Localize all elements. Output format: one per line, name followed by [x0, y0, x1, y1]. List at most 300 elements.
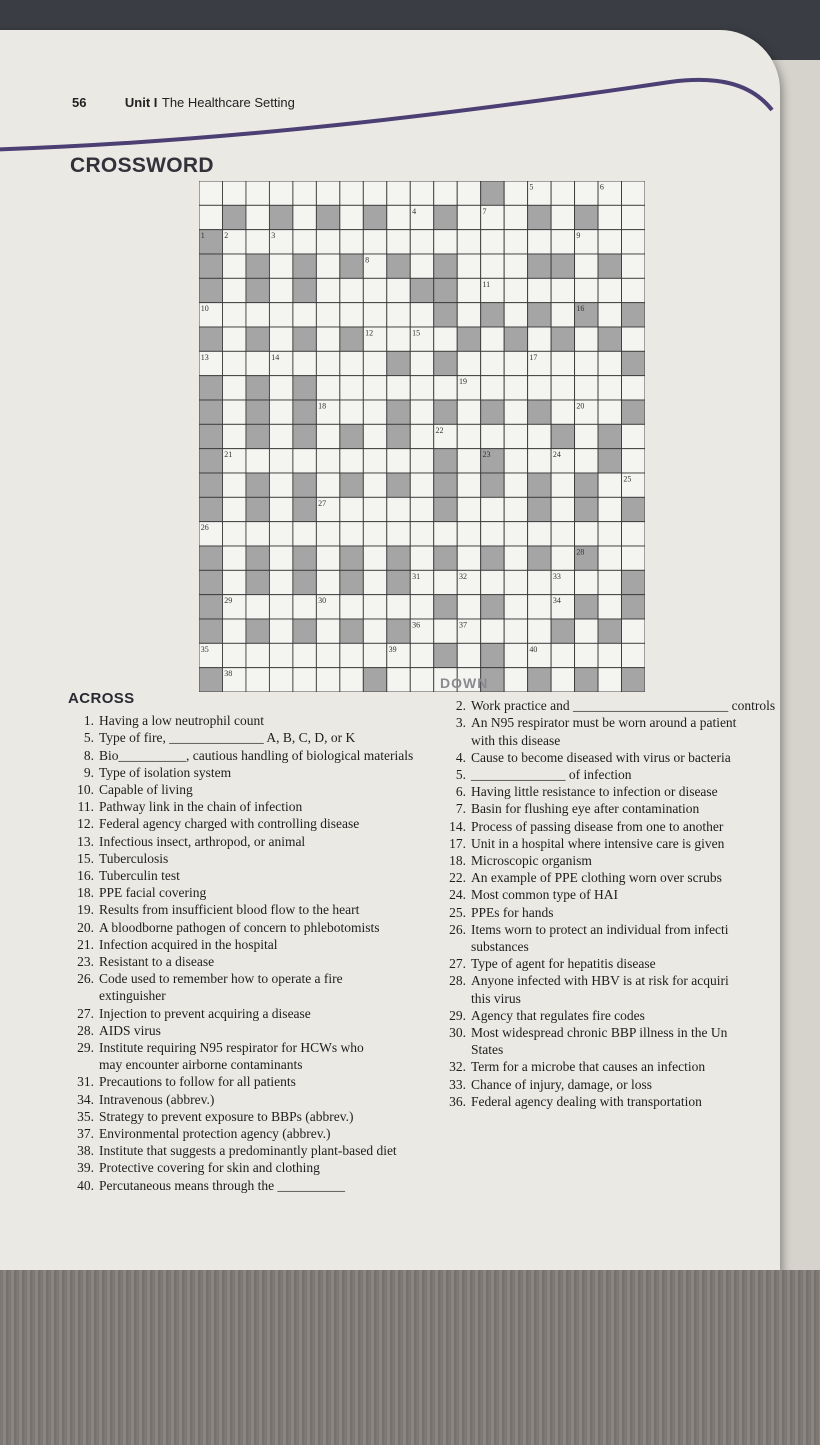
- grid-cell[interactable]: [622, 205, 645, 229]
- grid-cell[interactable]: [316, 303, 339, 327]
- grid-cell[interactable]: [363, 546, 386, 570]
- grid-cell[interactable]: [575, 254, 598, 278]
- grid-cell[interactable]: [222, 327, 245, 351]
- grid-cell[interactable]: [387, 327, 410, 351]
- grid-cell[interactable]: [622, 619, 645, 643]
- grid-cell[interactable]: [269, 181, 292, 205]
- grid-cell[interactable]: [246, 181, 269, 205]
- clue-text: Infectious insect, arthropod, or animal: [99, 833, 306, 849]
- clue-text: PPEs for hands: [471, 904, 554, 920]
- grid-cell[interactable]: [504, 570, 527, 594]
- grid-cell[interactable]: [363, 351, 386, 375]
- clue-text: Federal agency dealing with transportation: [471, 1093, 702, 1109]
- grid-cell[interactable]: [598, 303, 621, 327]
- grid-cell[interactable]: [246, 595, 269, 619]
- grid-cell[interactable]: [481, 230, 504, 254]
- grid-cell[interactable]: [575, 570, 598, 594]
- across-clue: [68, 867, 448, 884]
- grid-cell[interactable]: [457, 546, 480, 570]
- grid-cell[interactable]: [575, 522, 598, 546]
- grid-cell[interactable]: [316, 278, 339, 302]
- grid-clue-number: 39: [388, 644, 397, 654]
- grid-cell[interactable]: [457, 473, 480, 497]
- grid-cell[interactable]: [222, 619, 245, 643]
- grid-cell-blocked: [199, 376, 222, 400]
- grid-cell[interactable]: [293, 303, 316, 327]
- grid-cell[interactable]: [293, 595, 316, 619]
- grid-cell[interactable]: [622, 522, 645, 546]
- grid-cell[interactable]: [457, 303, 480, 327]
- clue-text: Intravenous (abbrev.): [99, 1091, 215, 1107]
- grid-cell[interactable]: [481, 327, 504, 351]
- grid-cell-blocked: [622, 351, 645, 375]
- grid-cell[interactable]: [457, 278, 480, 302]
- grid-cell-blocked: [199, 570, 222, 594]
- grid-cell[interactable]: [363, 497, 386, 521]
- grid-cell[interactable]: [504, 303, 527, 327]
- grid-cell[interactable]: [575, 619, 598, 643]
- grid-cell[interactable]: [293, 181, 316, 205]
- grid-cell[interactable]: [316, 570, 339, 594]
- across-clue: [68, 729, 448, 746]
- clue-text: Most common type of HAI: [471, 887, 618, 903]
- grid-cell[interactable]: [410, 546, 433, 570]
- grid-cell[interactable]: [481, 570, 504, 594]
- grid-cell[interactable]: [269, 449, 292, 473]
- grid-cell[interactable]: [246, 522, 269, 546]
- grid-cell-blocked: [199, 546, 222, 570]
- grid-cell[interactable]: [410, 400, 433, 424]
- background-table: [0, 1270, 820, 1445]
- clue-text: Federal agency charged with controlling disease: [99, 816, 360, 832]
- grid-cell[interactable]: [387, 595, 410, 619]
- grid-cell[interactable]: [269, 473, 292, 497]
- grid-cell[interactable]: [222, 351, 245, 375]
- grid-cell[interactable]: [598, 376, 621, 400]
- grid-cell[interactable]: [551, 546, 574, 570]
- grid-cell[interactable]: [222, 424, 245, 448]
- clue-number: 31.: [77, 1074, 94, 1090]
- grid-cell-blocked: [434, 303, 457, 327]
- grid-cell[interactable]: [551, 278, 574, 302]
- grid-cell[interactable]: [575, 424, 598, 448]
- clue-number: 27.: [449, 956, 466, 972]
- grid-cell[interactable]: [481, 497, 504, 521]
- grid-cell[interactable]: [269, 522, 292, 546]
- grid-cell[interactable]: [598, 570, 621, 594]
- grid-cell[interactable]: [387, 668, 410, 692]
- grid-clue-number: 31: [412, 571, 421, 581]
- grid-cell[interactable]: [410, 254, 433, 278]
- grid-cell[interactable]: [551, 230, 574, 254]
- grid-cell[interactable]: [363, 619, 386, 643]
- grid-cell[interactable]: [269, 376, 292, 400]
- grid-cell[interactable]: [269, 497, 292, 521]
- grid-cell[interactable]: [528, 449, 551, 473]
- grid-cell[interactable]: [504, 278, 527, 302]
- grid-cell[interactable]: [551, 473, 574, 497]
- grid-cell[interactable]: [316, 643, 339, 667]
- grid-cell[interactable]: [293, 668, 316, 692]
- grid-cell[interactable]: [410, 449, 433, 473]
- grid-cell[interactable]: [269, 570, 292, 594]
- grid-cell[interactable]: [269, 619, 292, 643]
- grid-cell[interactable]: [504, 449, 527, 473]
- grid-cell[interactable]: [504, 643, 527, 667]
- grid-cell[interactable]: [410, 351, 433, 375]
- grid-cell[interactable]: [293, 230, 316, 254]
- clue-number: 28.: [449, 973, 466, 989]
- grid-cell[interactable]: [199, 205, 222, 229]
- grid-cell[interactable]: [340, 497, 363, 521]
- grid-cell-blocked: [551, 619, 574, 643]
- grid-cell[interactable]: [598, 546, 621, 570]
- grid-cell[interactable]: [293, 522, 316, 546]
- grid-cell[interactable]: [528, 230, 551, 254]
- grid-cell[interactable]: [246, 449, 269, 473]
- grid-cell[interactable]: [222, 376, 245, 400]
- grid-cell[interactable]: [551, 522, 574, 546]
- grid-cell[interactable]: [316, 449, 339, 473]
- grid-cell[interactable]: [410, 424, 433, 448]
- grid-cell[interactable]: [363, 424, 386, 448]
- grid-cell[interactable]: [387, 376, 410, 400]
- grid-cell[interactable]: [387, 205, 410, 229]
- grid-cell[interactable]: [598, 473, 621, 497]
- grid-cell[interactable]: [481, 376, 504, 400]
- grid-cell[interactable]: [551, 643, 574, 667]
- grid-cell-blocked: [598, 449, 621, 473]
- grid-cell-blocked: [316, 205, 339, 229]
- grid-cell[interactable]: [387, 181, 410, 205]
- grid-cell[interactable]: [551, 400, 574, 424]
- across-clue: [68, 712, 448, 729]
- grid-cell[interactable]: [551, 497, 574, 521]
- grid-cell-blocked: [575, 205, 598, 229]
- grid-cell[interactable]: [504, 254, 527, 278]
- grid-cell[interactable]: [387, 278, 410, 302]
- grid-cell[interactable]: [246, 643, 269, 667]
- grid-cell[interactable]: [387, 522, 410, 546]
- grid-cell[interactable]: [622, 327, 645, 351]
- grid-cell[interactable]: [528, 522, 551, 546]
- grid-cell[interactable]: [504, 522, 527, 546]
- grid-cell[interactable]: [504, 546, 527, 570]
- grid-cell-blocked: [340, 473, 363, 497]
- grid-cell[interactable]: [504, 181, 527, 205]
- grid-cell[interactable]: [598, 278, 621, 302]
- grid-cell[interactable]: [622, 546, 645, 570]
- grid-cell[interactable]: [246, 303, 269, 327]
- grid-cell[interactable]: [457, 595, 480, 619]
- grid-cell[interactable]: [246, 230, 269, 254]
- grid-cell[interactable]: [598, 522, 621, 546]
- grid-cell[interactable]: [316, 522, 339, 546]
- grid-cell[interactable]: [598, 400, 621, 424]
- grid-cell[interactable]: [434, 181, 457, 205]
- grid-cell[interactable]: [340, 376, 363, 400]
- grid-cell[interactable]: [457, 230, 480, 254]
- grid-cell[interactable]: [222, 303, 245, 327]
- grid-cell[interactable]: [340, 449, 363, 473]
- grid-cell[interactable]: [528, 570, 551, 594]
- grid-cell[interactable]: [575, 327, 598, 351]
- grid-cell[interactable]: [457, 181, 480, 205]
- grid-cell-blocked: [622, 400, 645, 424]
- clue-text: Protective covering for skin and clothing: [99, 1160, 320, 1176]
- grid-cell[interactable]: [316, 619, 339, 643]
- clue-text: An example of PPE clothing worn over scrubs: [471, 870, 722, 886]
- grid-cell[interactable]: [222, 181, 245, 205]
- grid-cell[interactable]: [598, 643, 621, 667]
- down-clue: [440, 835, 780, 852]
- grid-cell[interactable]: [481, 424, 504, 448]
- grid-cell[interactable]: [222, 522, 245, 546]
- grid-cell[interactable]: [387, 303, 410, 327]
- grid-cell[interactable]: [598, 595, 621, 619]
- grid-cell[interactable]: [528, 327, 551, 351]
- grid-cell[interactable]: [363, 400, 386, 424]
- clue-number: 29.: [449, 1007, 466, 1023]
- grid-cell[interactable]: [434, 619, 457, 643]
- grid-cell[interactable]: [434, 522, 457, 546]
- grid-cell[interactable]: [363, 473, 386, 497]
- clue-text: Precautions to follow for all patients: [99, 1074, 296, 1090]
- grid-cell[interactable]: [410, 376, 433, 400]
- grid-cell[interactable]: [269, 595, 292, 619]
- grid-cell[interactable]: [363, 595, 386, 619]
- grid-cell[interactable]: [269, 546, 292, 570]
- grid-cell[interactable]: [293, 449, 316, 473]
- grid-cell[interactable]: [269, 327, 292, 351]
- grid-cell[interactable]: [575, 278, 598, 302]
- grid-cell[interactable]: [363, 181, 386, 205]
- grid-cell[interactable]: [363, 278, 386, 302]
- clue-number: 2.: [455, 698, 466, 714]
- grid-cell-blocked: [598, 424, 621, 448]
- grid-cell[interactable]: [316, 424, 339, 448]
- grid-cell[interactable]: [246, 351, 269, 375]
- grid-cell[interactable]: [316, 376, 339, 400]
- grid-cell[interactable]: [269, 278, 292, 302]
- grid-cell[interactable]: [410, 643, 433, 667]
- grid-cell[interactable]: [434, 327, 457, 351]
- grid-cell-blocked: [551, 327, 574, 351]
- grid-cell[interactable]: [575, 376, 598, 400]
- grid-cell-blocked: [528, 473, 551, 497]
- grid-cell[interactable]: [457, 351, 480, 375]
- grid-cell[interactable]: [575, 643, 598, 667]
- grid-cell[interactable]: [434, 230, 457, 254]
- grid-cell[interactable]: [410, 595, 433, 619]
- grid-cell[interactable]: [199, 181, 222, 205]
- grid-cell[interactable]: [410, 522, 433, 546]
- across-clue: [68, 970, 448, 1004]
- grid-cell[interactable]: [363, 643, 386, 667]
- grid-clue-number: 23: [482, 450, 491, 460]
- grid-cell[interactable]: [622, 230, 645, 254]
- grid-cell[interactable]: [598, 230, 621, 254]
- grid-cell[interactable]: [504, 205, 527, 229]
- grid-cell[interactable]: [457, 449, 480, 473]
- grid-cell[interactable]: [340, 522, 363, 546]
- grid-cell[interactable]: [340, 595, 363, 619]
- grid-cell[interactable]: [340, 230, 363, 254]
- grid-cell[interactable]: [622, 449, 645, 473]
- grid-cell[interactable]: [269, 424, 292, 448]
- grid-cell[interactable]: [457, 205, 480, 229]
- grid-cell[interactable]: [622, 254, 645, 278]
- grid-cell[interactable]: [504, 376, 527, 400]
- grid-cell[interactable]: [387, 230, 410, 254]
- grid-cell[interactable]: [504, 424, 527, 448]
- clue-number: 10.: [77, 782, 94, 798]
- grid-cell-blocked: [622, 570, 645, 594]
- grid-cell[interactable]: [293, 205, 316, 229]
- grid-cell[interactable]: [222, 473, 245, 497]
- clue-number: 5.: [455, 767, 466, 783]
- grid-clue-number: 34: [552, 596, 561, 606]
- grid-cell[interactable]: [340, 303, 363, 327]
- grid-cell[interactable]: [410, 497, 433, 521]
- grid-cell[interactable]: [340, 278, 363, 302]
- grid-cell[interactable]: [457, 254, 480, 278]
- grid-cell[interactable]: [622, 376, 645, 400]
- grid-cell[interactable]: [269, 643, 292, 667]
- grid-cell[interactable]: [528, 278, 551, 302]
- grid-cell[interactable]: [269, 254, 292, 278]
- grid-cell[interactable]: [293, 643, 316, 667]
- grid-cell[interactable]: [575, 449, 598, 473]
- grid-cell[interactable]: [340, 668, 363, 692]
- grid-cell[interactable]: [457, 400, 480, 424]
- grid-cell-blocked: [598, 327, 621, 351]
- clue-number: 38.: [77, 1143, 94, 1159]
- grid-cell[interactable]: [504, 497, 527, 521]
- down-clue: [440, 1007, 780, 1024]
- clue-text: Infection acquired in the hospital: [99, 936, 278, 952]
- grid-cell[interactable]: [222, 400, 245, 424]
- grid-cell[interactable]: [410, 668, 433, 692]
- grid-cell[interactable]: [363, 376, 386, 400]
- grid-cell[interactable]: [387, 449, 410, 473]
- grid-cell[interactable]: [269, 668, 292, 692]
- grid-cell[interactable]: [622, 181, 645, 205]
- grid-cell-blocked: [575, 497, 598, 521]
- clue-number: 6.: [455, 784, 466, 800]
- grid-cell[interactable]: [222, 570, 245, 594]
- grid-cell[interactable]: [434, 570, 457, 594]
- grid-cell[interactable]: [316, 230, 339, 254]
- grid-cell[interactable]: [340, 400, 363, 424]
- grid-cell[interactable]: [410, 230, 433, 254]
- grid-cell[interactable]: [504, 619, 527, 643]
- grid-cell[interactable]: [363, 230, 386, 254]
- grid-cell[interactable]: [457, 643, 480, 667]
- grid-cell[interactable]: [575, 181, 598, 205]
- grid-cell[interactable]: [598, 351, 621, 375]
- grid-cell[interactable]: [340, 205, 363, 229]
- grid-cell[interactable]: [222, 546, 245, 570]
- grid-cell-blocked: [481, 400, 504, 424]
- grid-cell[interactable]: [316, 546, 339, 570]
- grid-cell[interactable]: [504, 400, 527, 424]
- grid-cell[interactable]: [622, 424, 645, 448]
- grid-cell[interactable]: [551, 205, 574, 229]
- grid-cell[interactable]: [410, 181, 433, 205]
- grid-cell[interactable]: [457, 424, 480, 448]
- grid-cell[interactable]: [528, 424, 551, 448]
- grid-cell[interactable]: [481, 254, 504, 278]
- grid-cell[interactable]: [316, 351, 339, 375]
- grid-cell[interactable]: [481, 522, 504, 546]
- grid-cell[interactable]: [481, 619, 504, 643]
- grid-cell-blocked: [481, 181, 504, 205]
- grid-cell[interactable]: [598, 205, 621, 229]
- grid-cell[interactable]: [316, 254, 339, 278]
- grid-cell[interactable]: [340, 181, 363, 205]
- grid-cell[interactable]: [481, 351, 504, 375]
- grid-cell[interactable]: [504, 595, 527, 619]
- grid-cell[interactable]: [551, 351, 574, 375]
- grid-cell[interactable]: [363, 522, 386, 546]
- grid-cell[interactable]: [622, 278, 645, 302]
- grid-cell[interactable]: [316, 473, 339, 497]
- grid-cell[interactable]: [363, 303, 386, 327]
- grid-cell[interactable]: [504, 351, 527, 375]
- grid-cell[interactable]: [222, 254, 245, 278]
- grid-cell[interactable]: [316, 327, 339, 351]
- clue-number: 36.: [449, 1093, 466, 1109]
- grid-cell[interactable]: [504, 473, 527, 497]
- grid-cell[interactable]: [410, 473, 433, 497]
- grid-cell[interactable]: [222, 643, 245, 667]
- grid-cell[interactable]: [269, 400, 292, 424]
- grid-cell[interactable]: [269, 303, 292, 327]
- grid-cell[interactable]: [551, 181, 574, 205]
- grid-cell[interactable]: [340, 351, 363, 375]
- grid-cell[interactable]: [246, 205, 269, 229]
- grid-cell[interactable]: [528, 376, 551, 400]
- grid-cell[interactable]: [575, 351, 598, 375]
- grid-cell[interactable]: [457, 497, 480, 521]
- grid-cell[interactable]: [434, 376, 457, 400]
- grid-cell[interactable]: [410, 303, 433, 327]
- grid-cell-blocked: [410, 278, 433, 302]
- grid-cell[interactable]: [293, 351, 316, 375]
- grid-cell[interactable]: [551, 376, 574, 400]
- grid-cell[interactable]: [363, 570, 386, 594]
- grid-cell[interactable]: [316, 181, 339, 205]
- clue-number: 19.: [77, 902, 94, 918]
- grid-cell[interactable]: [457, 522, 480, 546]
- grid-cell[interactable]: [551, 303, 574, 327]
- grid-cell[interactable]: [528, 595, 551, 619]
- grid-cell[interactable]: [222, 278, 245, 302]
- grid-cell[interactable]: [504, 230, 527, 254]
- grid-cell[interactable]: [222, 497, 245, 521]
- grid-cell[interactable]: [528, 619, 551, 643]
- grid-cell[interactable]: [246, 668, 269, 692]
- grid-cell[interactable]: [340, 643, 363, 667]
- grid-cell-blocked: [434, 595, 457, 619]
- grid-cell[interactable]: [598, 497, 621, 521]
- grid-cell-blocked: [199, 473, 222, 497]
- grid-cell[interactable]: [316, 668, 339, 692]
- grid-cell[interactable]: [363, 449, 386, 473]
- grid-cell[interactable]: [622, 643, 645, 667]
- grid-cell[interactable]: [387, 497, 410, 521]
